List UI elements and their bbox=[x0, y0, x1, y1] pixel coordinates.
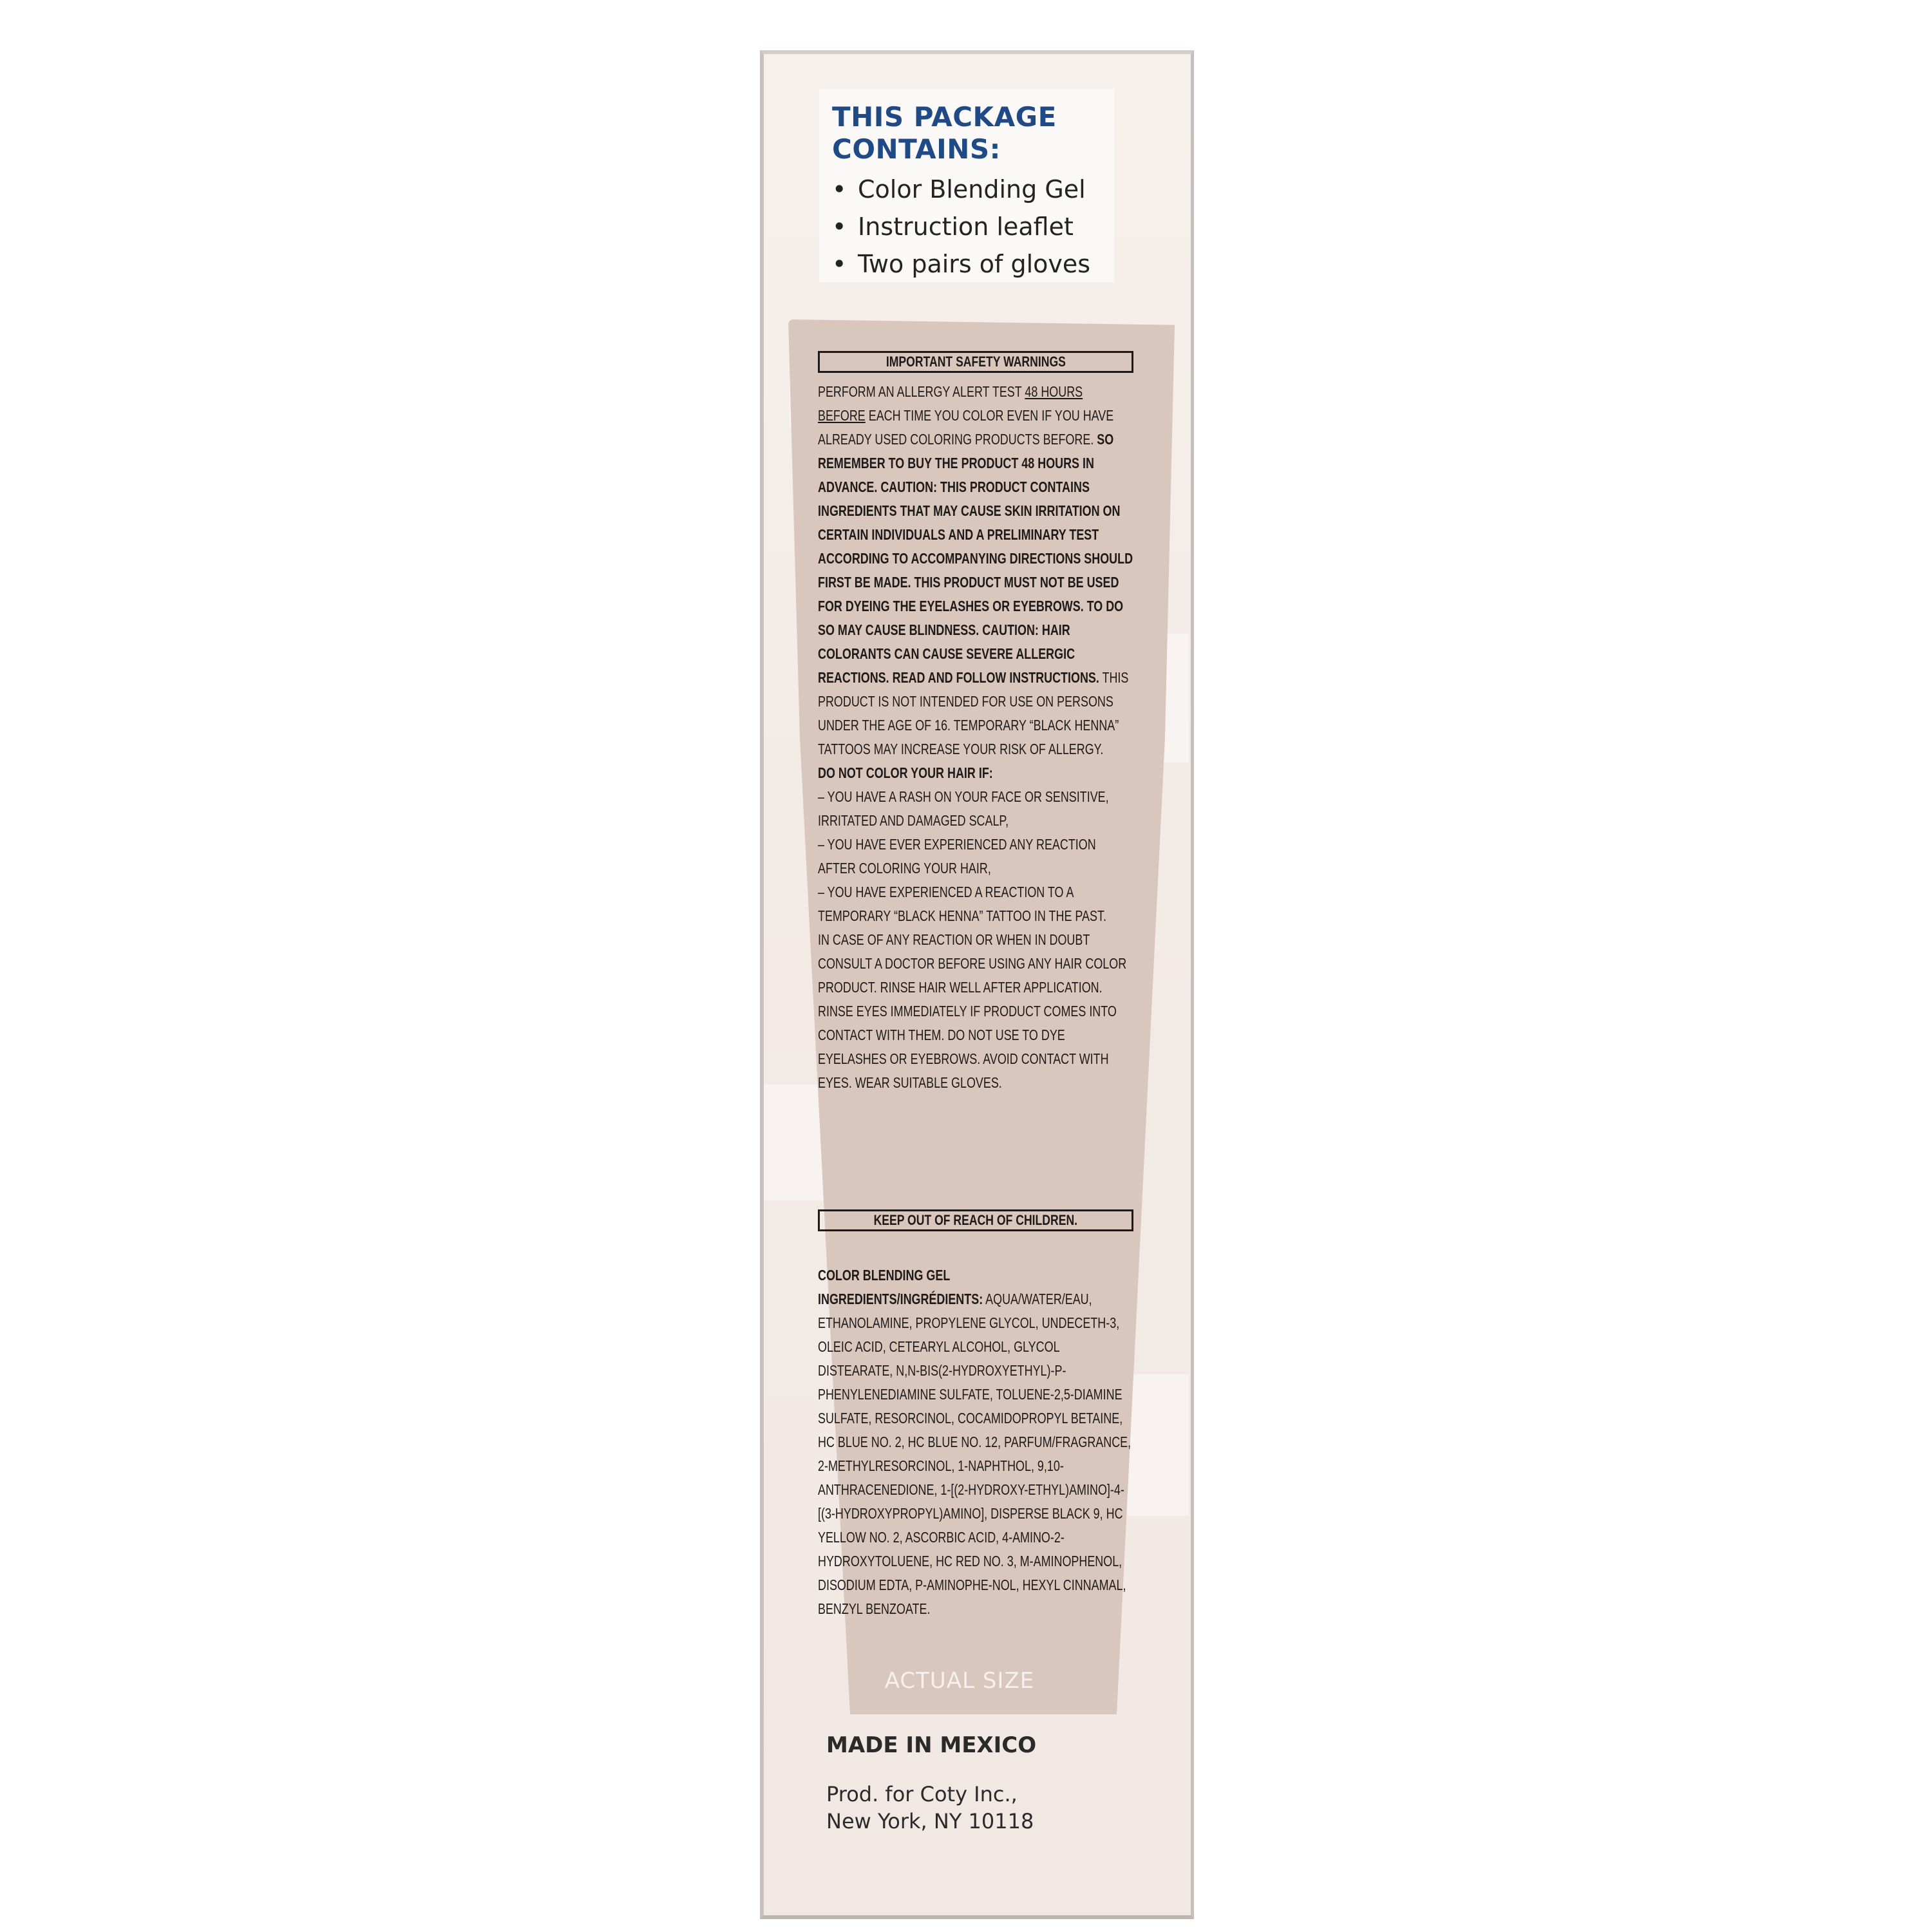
list-item: • Color Blending Gel bbox=[832, 171, 1090, 208]
list-item: • Instruction leaflet bbox=[832, 208, 1090, 245]
ingredients-text: COLOR BLENDING GEL INGREDIENTS/INGRÉDIENTS: AQUA/WATER/EAU, ETHANOLAMINE, PROPYLENE GLYCOL, UNDECETH-3, OLEIC ACID, CETEARYL ALCOHOL, GLYCOL DISTEARATE, N,N-BIS(2-HYDROXYETHYL)-P-PHENYLENEDIAMINE SULFATE, TOLUENE-2,5-DIAMINE SULFATE, RESORCINOL, COCAMIDOPROPYL BETAINE, HC BLUE NO. 2, HC BLUE NO. 12, PARFUM/FRAGRANCE, 2-METHYLRESORCINOL, 1-NAPHTHOL, 9,10-ANTHRACENEDIONE, 1-[(2-HYDROXY-ETHYL)AMINO]-4-[(3-HYDROXYPROPYL)AMINO], DISPERSE BLACK 9, HC YELLOW NO. 2, ASCORBIC ACID, 4-AMINO-2-HYDROXYTOLUENE, HC RED NO. 3, M-AMINOPHENOL, DISODIUM EDTA, P-AMINOPHE-NOL, HEXYL CINNAMAL, BENZYL BENZOATE. bbox=[818, 1267, 1132, 1617]
country-of-origin: MADE IN MEXICO bbox=[826, 1732, 1037, 1758]
producer-address bbox=[826, 1781, 1071, 1835]
safety-warnings-heading: IMPORTANT SAFETY WARNINGS bbox=[818, 351, 1133, 373]
producer-line: New York, NY 10118 bbox=[826, 1809, 1034, 1833]
package-contents-title: THIS PACKAGE CONTAINS: bbox=[832, 101, 1057, 165]
keep-out-of-reach-notice: KEEP OUT OF REACH OF CHILDREN. bbox=[818, 1209, 1133, 1231]
list-item: • Two pairs of gloves bbox=[832, 245, 1090, 283]
producer-line: Prod. for Coty Inc., bbox=[826, 1782, 1018, 1806]
actual-size-label: ACTUAL SIZE bbox=[884, 1668, 1035, 1694]
safety-warnings-text: PERFORM AN ALLERGY ALERT TEST 48 HOURS BEFORE EACH TIME YOU COLOR EVEN IF YOU HAVE ALREADY USED COLORING PRODUCTS BEFORE. SO REMEMBER TO BUY THE PRODUCT 48 HOURS IN ADVANCE. CAUTION: THIS PRODUCT CONTAINS INGREDIENTS THAT MAY CAUSE SKIN IRRITATION ON CERTAIN INDIVIDUALS AND A PRELIMINARY TEST ACCORDING TO ACCOMPANYING DIRECTIONS SHOULD FIRST BE MADE. THIS PRODUCT MUST NOT BE USED FOR DYEING THE EYELASHES OR EYEBROWS. TO DO SO MAY CAUSE BLINDNESS. CAUTION: HAIR COLORANTS CAN CAUSE SEVERE ALLERGIC REACTIONS. READ AND FOLLOW INSTRUCTIONS. THIS PRODUCT IS NOT INTENDED FOR USE ON PERSONS UNDER THE AGE OF 16. TEMPORARY “BLACK HENNA” TATTOOS MAY INCREASE YOUR RISK OF ALLERGY. DO NOT COLOR YOUR HAIR IF: – YOU HAVE A RASH ON YOUR FACE OR SENSITIVE, IRRITATED AND DAMAGED SCALP, – YOU HAVE EVER EXPERIENCED ANY REACTION AFTER COLORING YOUR HAIR, – YOU HAVE EXPERIENCED A REACTION TO A TEMPORARY “BLACK HENNA” TATTOO IN THE PAST. IN CASE OF ANY REACTION OR WHEN IN DOUBT CONSULT A DOCTOR BEFORE USING ANY HAIR COLOR PRODUCT. RINSE HAIR WELL AFTER APPLICATION. RINSE EYES IMMEDIATELY IF PRODUCT COMES INTO CONTACT WITH THEM. DO NOT USE TO DYE EYELASHES OR EYEBROWS. AVOID CONTACT WITH EYES. WEAR SUITABLE GLOVES. bbox=[818, 383, 1133, 1091]
package-contents-list bbox=[832, 171, 1090, 283]
